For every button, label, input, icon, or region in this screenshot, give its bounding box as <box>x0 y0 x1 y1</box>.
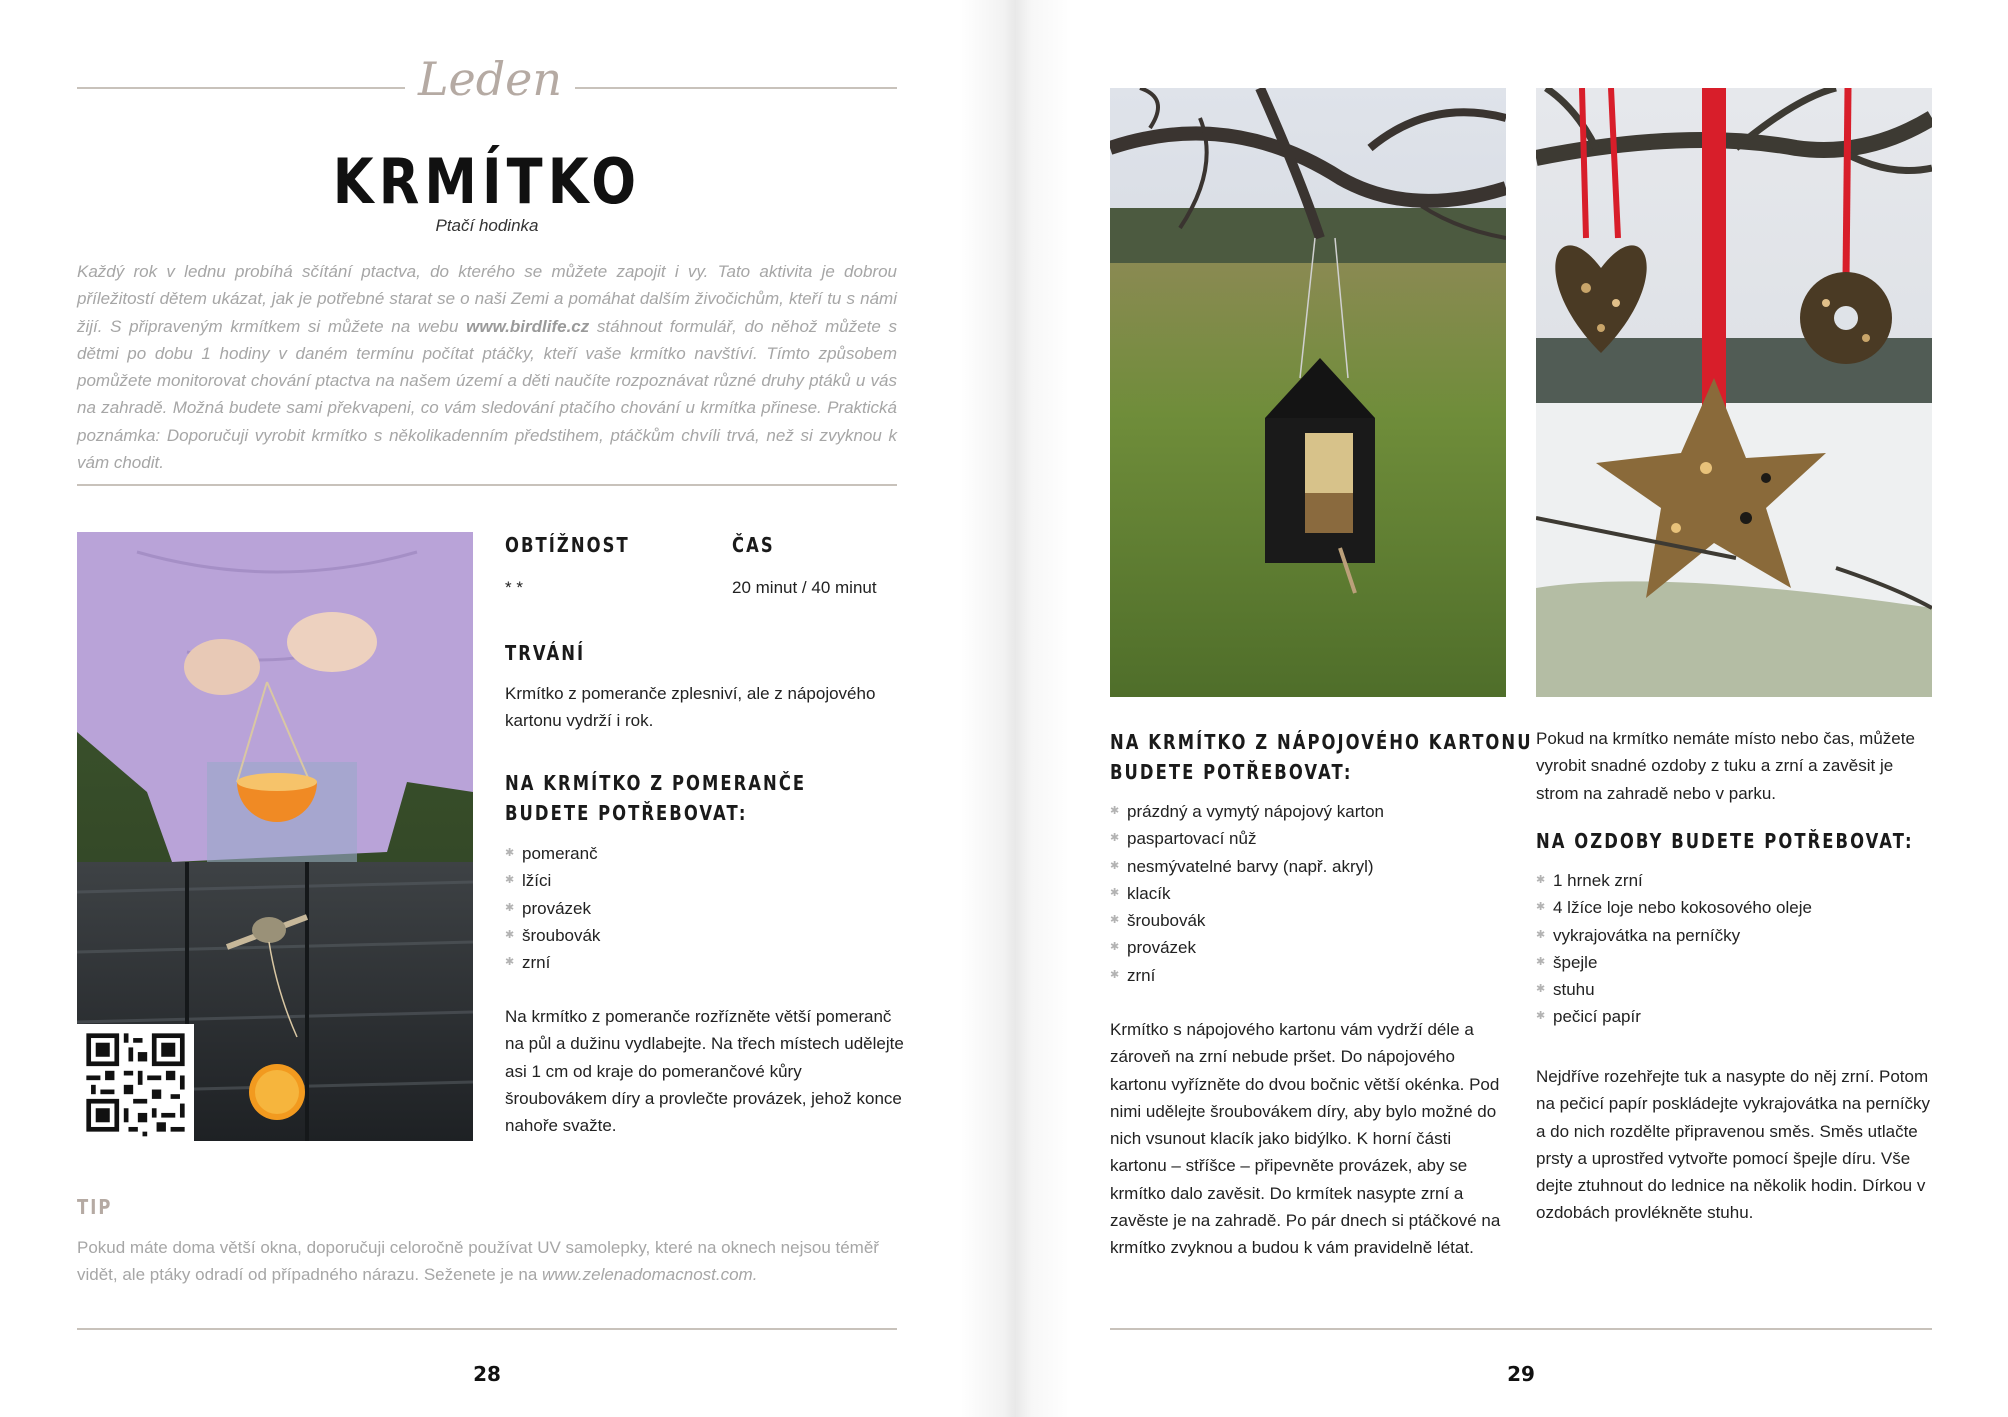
carton-items-list <box>1110 798 1510 989</box>
ornament-heading: NA OZDOBY BUDETE POTŘEBOVAT: <box>1536 829 1914 853</box>
qr-code-graphic <box>77 1024 194 1141</box>
tip-paragraph <box>77 1234 897 1289</box>
list-item: ✱ lžíci <box>505 867 885 894</box>
list-item: ✱ šroubovák <box>505 922 885 949</box>
list-item: ✱ špejle <box>1536 949 1936 976</box>
list-item: ✱ vykrajovátka na perníčky <box>1536 922 1936 949</box>
difficulty-label: OBTÍŽNOST <box>505 533 630 557</box>
list-item: ✱ paspartovací nůž <box>1110 825 1510 852</box>
tip-text: Pokud máte doma větší okna, doporučuji celoročně používat UV samolepky, které na oknech nejsou téměř vidět, ale ptáky odradí od případného nárazu. Seženete je na <box>77 1238 879 1285</box>
carton-feeder-illustration <box>1110 88 1506 697</box>
intro-text-1: Každý rok v lednu probíhá sčítání ptactva, do kterého se můžete zapojit i vy. Tato aktivita je dobrou příležitostí dětem ukázat, jak je potřebné starat se o naši Zemi a pomáhat dalším živočichům, kteří tu s námi žijí. S připraveným krmítkem si můžete na webu <box>77 262 897 336</box>
carton-heading-line2: BUDETE POTŘEBOVAT: <box>1110 760 1353 784</box>
zelenadomacnost-link[interactable]: www.zelenadomacnost.com. <box>542 1265 758 1285</box>
orange-heading-line2: BUDETE POTŘEBOVAT: <box>505 801 748 825</box>
duration-label: TRVÁNÍ <box>505 641 586 665</box>
carton-feeder-photo <box>1110 88 1506 697</box>
list-item: ✱ šroubovák <box>1110 907 1510 934</box>
list-item: ✱ klacík <box>1110 880 1510 907</box>
page-title: KRMÍTKO <box>332 145 642 218</box>
month-label: Leden <box>417 52 563 106</box>
qr-code-icon[interactable] <box>77 1024 194 1141</box>
list-item: ✱ nesmývatelné barvy (např. akryl) <box>1110 853 1510 880</box>
intro-text-2: stáhnout formulář, do něhož můžete s dětmi po dobu 1 hodiny v daném termínu počítat ptáčky, kteří vaše krmítko navštíví. Tímto způsobem pomůžete monitorovat chování ptactva na našem území a děti naučíte rozpoznávat různé druhy ptáků u vás na zahradě. Možná budete sami překvapeni, co vám sledování ptačího chování u krmítka přinese. Praktická poznámka: Doporučuji vyrobit krmítko s několikadenním předstihem, ptáčkům chvíli trvá, než si zvyknou k vám chodit. <box>77 316 897 473</box>
list-item: ✱ provázek <box>505 895 885 922</box>
difficulty-value: * * <box>505 578 523 597</box>
list-item: ✱ stuhu <box>1536 976 1936 1003</box>
list-item: ✱ 4 lžíce loje nebo kokosového oleje <box>1536 894 1936 921</box>
list-item: ✱ prázdný a vymytý nápojový karton <box>1110 798 1510 825</box>
birdlife-link[interactable]: www.birdlife.cz <box>466 316 590 336</box>
section-rule <box>77 484 897 486</box>
seed-ornaments-illustration <box>1536 88 1932 697</box>
time-value: 20 minut / 40 minut <box>732 578 877 597</box>
tip-label: TIP <box>77 1195 113 1219</box>
right-page <box>1003 0 2008 1417</box>
list-item: ✱ pomeranč <box>505 840 885 867</box>
header-rule-left <box>77 87 405 89</box>
intro-paragraph <box>77 258 897 476</box>
orange-heading-line1: NA KRMÍTKO Z POMERANČE <box>505 771 807 795</box>
header-rule-right <box>575 87 897 89</box>
orange-items-list <box>505 840 885 976</box>
footer-rule-left <box>77 1328 897 1330</box>
left-page <box>0 0 1003 1417</box>
list-item: ✱ 1 hrnek zrní <box>1536 867 1936 894</box>
list-item: ✱ zrní <box>505 949 885 976</box>
ornament-items-list <box>1536 867 1936 1031</box>
orange-instructions: Na krmítko z pomeranče rozřízněte větší pomeranč na půl a dužinu vydlabejte. Na třech místech udělejte asi 1 cm od kraje do pomerančové kůry šroubovákem díry a provlečte provázek, jehož konce nahoře svažte. <box>505 1007 904 1136</box>
footer-rule-right <box>1110 1328 1932 1330</box>
page-subtitle: Ptačí hodinka <box>435 216 539 235</box>
list-item: ✱ pečicí papír <box>1536 1003 1936 1030</box>
carton-instructions: Krmítko s nápojového kartonu vám vydrží déle a zároveň na zrní nebude pršet. Do nápojového kartonu vyřízněte do dvou bočnic větší okénka. Pod nimi udělejte šroubovákem díry, aby bylo možné do nich vsunout klacík jako bidýlko. K horní části kartonu – stříšce – připevněte provázek, aby se krmítko dalo zavěsit. Do krmítek nasypte zrní a zavěste je na zahradě. Po pár dnech si ptáčkové na krmítko zvyknou a budou k vám pravidelně létat. <box>1110 1020 1501 1258</box>
list-item: ✱ zrní <box>1110 962 1510 989</box>
carton-heading-line1: NA KRMÍTKO Z NÁPOJOVÉHO KARTONU <box>1110 730 1533 754</box>
page-number-right: 29 <box>1507 1362 1535 1386</box>
time-label: ČAS <box>732 533 775 557</box>
page-number-left: 28 <box>473 1362 501 1386</box>
list-item: ✱ provázek <box>1110 934 1510 961</box>
ornament-intro: Pokud na krmítko nemáte místo nebo čas, můžete vyrobit snadné ozdoby z tuku a zrní a zavěsit je strom na zahradě nebo v parku. <box>1536 729 1915 803</box>
seed-ornaments-photo <box>1536 88 1932 697</box>
ornament-instructions: Nejdříve rozehřejte tuk a nasypte do něj zrní. Potom na pečicí papír poskládejte vykrajovátka na perníčky a do nich rozdělte připravenou směs. Směs utlačte prsty a uprostřed vytvořte pomocí špejle díru. Vše dejte ztuhnout do lednice na několik hodin. Dírkou v ozdobách provlékněte stuhu. <box>1536 1067 1931 1223</box>
duration-text: Krmítko z pomeranče zplesniví, ale z nápojového kartonu vydrží i rok. <box>505 684 876 731</box>
